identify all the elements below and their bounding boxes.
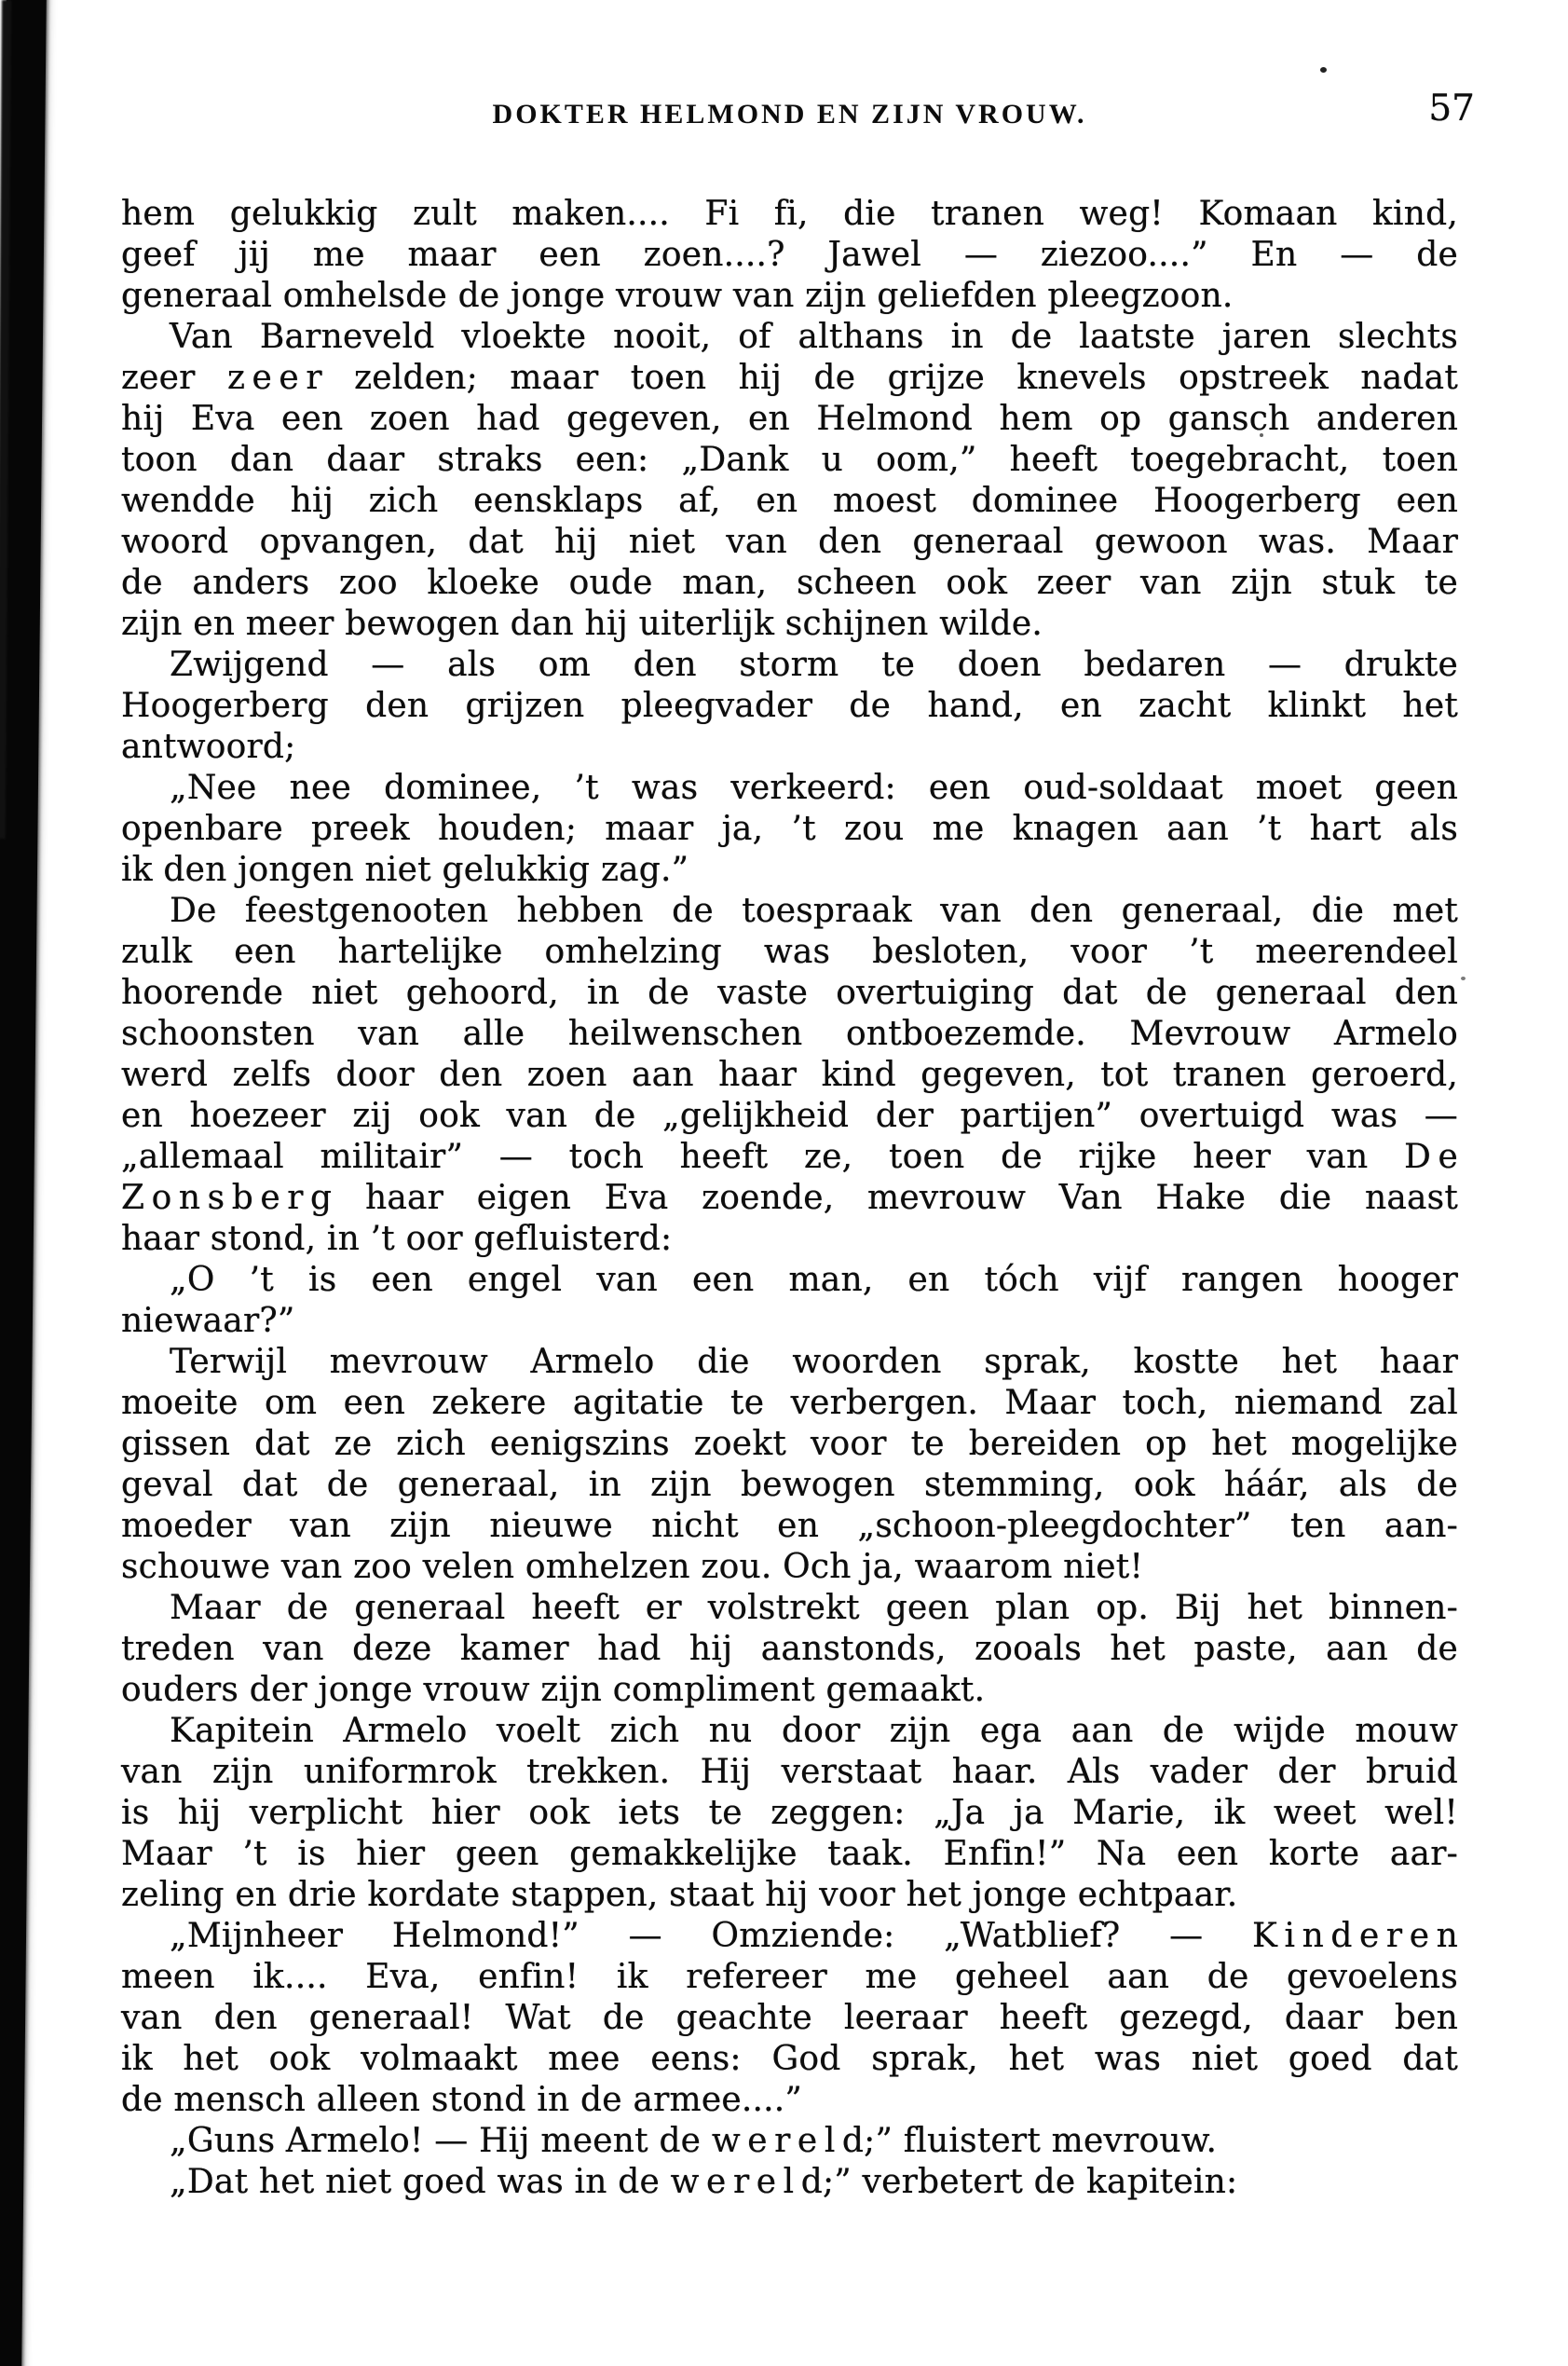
text-line: zijn en meer bewogen dan hij uiterlijk schijnen wilde. (121, 605, 1043, 643)
text-line: Van Barneveld vloekte nooit, of althans in de laatste jaren slechts (170, 318, 1458, 356)
text-line: de anders zoo kloeke oude man, scheen ook zeer van zijn stuk te (121, 564, 1458, 602)
text-line: zulk een hartelijke omhelzing was besloten, voor ’t meerendeel (121, 933, 1458, 971)
text-line: Zwijgend — als om den storm te doen bedaren — drukte (170, 646, 1458, 684)
text-line: wendde hij zich eensklaps af, en moest dominee Hoogerberg een (121, 482, 1458, 520)
text-line: openbare preek houden; maar ja, ’t zou me knagen aan ’t hart als (121, 810, 1458, 848)
text-line: woord opvangen, dat hij niet van den generaal gewoon was. Maar (121, 523, 1458, 561)
text-line: niewaar?” (121, 1302, 295, 1340)
text-line: Maar de generaal heeft er volstrekt geen plan op. Bij het binnen- (170, 1589, 1458, 1627)
text-line: geef jij me maar een zoen....? Jawel — ziezoo....” En — de (121, 236, 1458, 274)
text-line: geval dat de generaal, in zijn bewogen stemming, ook háár, als de (121, 1466, 1458, 1504)
text-line: haar stond, in ’t oor gefluisterd: (121, 1220, 673, 1258)
text-line: ik den jongen niet gelukkig zag.” (121, 851, 689, 889)
text-line: generaal omhelsde de jonge vrouw van zijn geliefden pleegzoon. (121, 277, 1234, 315)
text-line: Kapitein Armelo voelt zich nu door zijn ega aan de wijde mouw (170, 1712, 1458, 1750)
text-line: en hoezeer zij ook van de „gelijkheid der partijen” overtuigd was — (121, 1097, 1458, 1135)
text-line: zeer z e e r zelden; maar toen hij de grijze knevels opstreek nadat (121, 359, 1458, 397)
text-line: „Nee nee dominee, ’t was verkeerd: een oud-soldaat moet geen (170, 769, 1458, 807)
text-line: meen ik.... Eva, enfin! ik refereer me geheel aan de gevoelens (121, 1958, 1458, 1996)
text-line: Hoogerberg den grijzen pleegvader de hand, en zacht klinkt het (121, 687, 1458, 725)
text-line: „Dat het niet goed was in de w e r e l d;” verbetert de kapitein: (170, 2163, 1238, 2201)
text-line: Z o n s b e r g haar eigen Eva zoende, mevrouw Van Hake die naast (121, 1179, 1458, 1217)
text-line: is hij verplicht hier ook iets te zeggen: „Ja ja Marie, ik weet wel! (121, 1794, 1458, 1832)
text-line: toon dan daar straks een: „Dank u oom,” heeft toegebracht, toen (121, 441, 1458, 479)
text-line: ouders der jonge vrouw zijn compliment gemaakt. (121, 1671, 986, 1709)
scan-speck (1461, 977, 1466, 980)
text-line: schoonsten van alle heilwenschen ontboezemde. Mevrouw Armelo (121, 1015, 1458, 1053)
text-line: schouwe van zoo velen omhelzen zou. Och ja, waarom niet! (121, 1548, 1144, 1586)
text-line: „Mijnheer Helmond!” — Omziende: „Watblief? — K i n d e r e n (170, 1917, 1458, 1955)
text-line: hoorende niet gehoord, in de vaste overtuiging dat de generaal den (121, 974, 1458, 1012)
text-line: moeder van zijn nieuwe nicht en „schoon-pleegdochter” ten aan- (121, 1507, 1458, 1545)
text-line: „O ’t is een engel van een man, en tóch vijf rangen hooger (170, 1261, 1458, 1299)
text-line: werd zelfs door den zoen aan haar kind gegeven, tot tranen geroerd, (121, 1056, 1458, 1094)
text-line: van zijn uniformrok trekken. Hij verstaat haar. Als vader der bruid (121, 1753, 1458, 1791)
text-line: „Guns Armelo! — Hij meent de w e r e l d;” fluistert mevrouw. (170, 2122, 1218, 2160)
text-line: gissen dat ze zich eenigszins zoekt voor te bereiden op het mogelijke (121, 1425, 1458, 1463)
scan-speck (1320, 67, 1327, 73)
text-line: hem gelukkig zult maken.... Fi fi, die tranen weg! Komaan kind, (121, 195, 1458, 233)
text-lines (121, 194, 1458, 2203)
text-line: van den generaal! Wat de geachte leeraar heeft gezegd, daar ben (121, 1999, 1458, 2037)
text-line: „allemaal militair” — toch heeft ze, toen de rijke heer van D e (121, 1138, 1458, 1176)
text-line: antwoord; (121, 728, 296, 766)
page-header (121, 88, 1475, 136)
text-line: de mensch alleen stond in de armee....” (121, 2081, 803, 2119)
text-line: Maar ’t is hier geen gemakkelijke taak. Enfin!” Na een korte aar- (121, 1835, 1458, 1873)
text-line: ik het ook volmaakt mee eens: God sprak, het was niet goed dat (121, 2040, 1458, 2078)
text-line: De feestgenooten hebben de toespraak van den generaal, die met (170, 892, 1458, 930)
text-line: Terwijl mevrouw Armelo die woorden sprak, kostte het haar (170, 1343, 1458, 1381)
text-line: zeling en drie kordate stappen, staat hij voor het jonge echtpaar. (121, 1876, 1238, 1914)
text-line: treden van deze kamer had hij aanstonds, zooals het paste, aan de (121, 1630, 1458, 1668)
running-title: DOKTER HELMOND EN ZIJN VROUW. (492, 99, 1087, 130)
page-number: 57 (1428, 88, 1475, 130)
text-line: moeite om een zekere agitatie te verbergen. Maar toch, niemand zal (121, 1384, 1458, 1422)
text-line: hij Eva een zoen had gegeven, en Helmond hem op gansch anderen (121, 400, 1458, 438)
